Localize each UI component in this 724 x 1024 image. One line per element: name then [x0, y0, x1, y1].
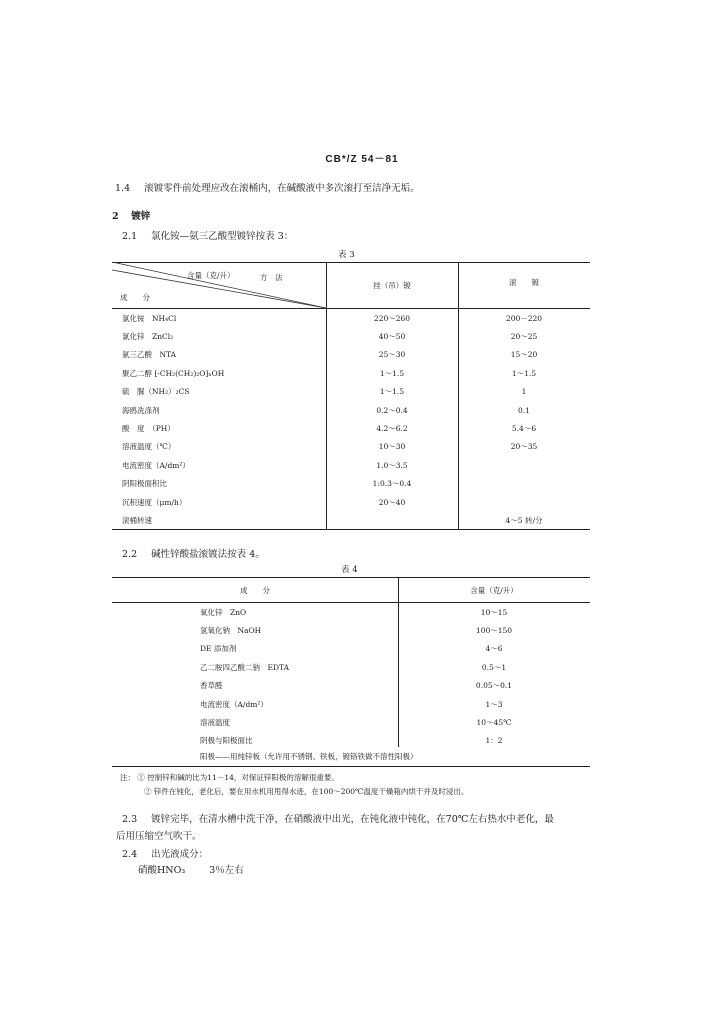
section-number: 2 [112, 211, 119, 222]
table3-cell-component: 沉积速度（μm/h） [122, 497, 187, 507]
table3-row [112, 456, 590, 474]
table4-cell-value: 0.5～1 [481, 662, 507, 672]
table4-cell-value: 1：2 [485, 736, 503, 746]
table3-col-barrel: 滚 镀 [509, 278, 539, 287]
table3-cell-component: 海鸥洗涤剂 [122, 405, 160, 415]
table3-cell-hang: 1.0～3.5 [376, 460, 408, 470]
table4-cell-value: 1～3 [485, 699, 503, 709]
section-text: 碱性锌酸盐滚镀法按表 4。 [151, 549, 265, 560]
table3-row [112, 309, 590, 327]
table3-row [112, 346, 590, 364]
table3-cell-barrel [458, 456, 590, 474]
table3-cell-barrel [458, 493, 590, 511]
table3-cell-barrel [458, 475, 590, 493]
table3-cell-barrel: 20～35 [510, 442, 538, 452]
table4-cell-value: 4～6 [485, 644, 503, 654]
table3-row [112, 364, 590, 382]
section-text: 氯化铵—氨三乙酸型镀锌按表 3： [151, 231, 294, 242]
table4-cell-component: DE 添加剂 [200, 644, 237, 654]
section-number: 2.2 [122, 549, 138, 560]
table4-head-component: 成 分 [240, 586, 270, 595]
table3-cell-hang: 4.2～6.2 [376, 424, 408, 434]
table3-cell-barrel: 4～5 转/分 [505, 515, 543, 525]
section-2-3 [122, 813, 554, 827]
table3-row [112, 419, 590, 437]
section-number: 2.3 [122, 814, 138, 825]
table4-row [112, 713, 590, 731]
table3-cell-component: 酸 度 （PH） [122, 424, 175, 434]
table4-cell-value: 100～150 [475, 626, 513, 636]
section-2-3-continued: 后用压缩空气吹干。 [116, 831, 202, 842]
table3-cell-barrel: 1 [521, 387, 527, 397]
table4-row [112, 603, 590, 621]
table3-cell-hang: 0.2～0.4 [376, 405, 408, 415]
nitric-acid-line [138, 864, 244, 878]
notes [120, 772, 339, 784]
table3-cell-component: 阴阳极面积比 [122, 479, 167, 489]
table3-cell-hang: 20～40 [378, 497, 406, 507]
table3-cell-barrel: 15～20 [510, 350, 538, 360]
table4-head-content: 含量（克/升） [470, 586, 518, 595]
table3-cell-hang: 40～50 [378, 332, 406, 342]
table4-body [112, 603, 590, 750]
table3-cell-hang [326, 511, 458, 529]
table3-row [112, 511, 590, 529]
section-2-2 [122, 548, 265, 562]
table3-cell-component: 滚桶转速 [122, 515, 152, 525]
table4-cell-component: 乙二胺四乙酸二钠 EDTA [200, 662, 289, 672]
table3-head-method: 方 法 [260, 273, 283, 282]
page-header: CB*/Z 54－81 [325, 154, 399, 165]
table3-cell-component: 硫 脲（NH₂）₂CS [122, 387, 190, 397]
section-number: 2.1 [122, 231, 138, 242]
table3-row [112, 383, 590, 401]
table3-caption: 表 3 [338, 250, 355, 260]
table3-cell-hang: 10～30 [378, 442, 406, 452]
table4-cell-component: 阴极与阳极面比 [200, 736, 253, 746]
nitric-value: 3％左右 [209, 865, 244, 876]
table3-cell-component: 电流密度（A/dm²） [122, 460, 190, 470]
section-number: 1.4 [115, 183, 131, 194]
table4-cell-component: 电流密度（A/dm²） [200, 699, 268, 709]
table4-caption: 表 4 [341, 565, 358, 575]
table3-head-content: 含量（克/升） [187, 271, 235, 280]
table3-col-hang: 挂（吊）镀 [373, 281, 411, 290]
table3-row [112, 493, 590, 511]
note-1: ① 控制锌和碱的比为11－14，对保证锌阳极的溶解很重要。 [137, 773, 339, 782]
table4-row [112, 732, 590, 750]
notes-label: 注： [120, 773, 135, 782]
section-text: 滚镀零件前处理应改在滚桶内，在碱酸液中多次滚打至洁净无垢。 [144, 183, 420, 194]
table3-cell-barrel: 20～25 [510, 332, 538, 342]
section-text: 出光液成分： [151, 849, 209, 860]
section-1-4 [115, 182, 420, 196]
table4-top-rule [112, 577, 590, 578]
note-2: ② 锌件在钝化，老化后，要在用水机用甩得水迹，在100～200℃温度干燥箱内烘干并及时浸出。 [144, 787, 469, 796]
table4-cell-value: 0.05～0.1 [475, 681, 513, 691]
section-2 [112, 210, 150, 224]
section-title: 镀锌 [131, 211, 151, 222]
table4-row [112, 640, 590, 658]
table3-row [112, 401, 590, 419]
table3-cell-component: 聚乙二醇 [-CH₂(CH₂)₂O]ₙOH [122, 368, 225, 378]
table3-cell-hang: 1:0.3～0.4 [372, 479, 412, 489]
table4-row [112, 658, 590, 676]
table3-cell-hang: 1～1.5 [379, 368, 405, 378]
section-2-1 [122, 230, 293, 244]
table4-bottom-rule [112, 766, 590, 767]
table3-row [112, 327, 590, 345]
section-text: 镀锌完毕，在清水槽中洗干净，在硝酸液中出光，在钝化液中钝化，在70℃左右热水中老化，最 [151, 814, 554, 825]
table4-cell-value: 10～15 [480, 607, 508, 617]
table4-cell-component: 氢氧化钠 NaOH [200, 626, 262, 636]
table4-cell-component: 溶液温度 [200, 718, 230, 728]
table3-cell-barrel: 5.4～6 [511, 424, 537, 434]
table3-cell-barrel: 1～1.5 [511, 368, 537, 378]
table3-cell-component: 氯化锌 ZnCl₂ [122, 332, 174, 342]
table4-row [112, 621, 590, 639]
table3-cell-barrel: 200－220 [505, 313, 543, 323]
table3-cell-component: 氯化铵 NH₄Cl [122, 313, 177, 323]
table3-body [112, 309, 590, 530]
nitric-name: 硝酸HNO₃ [138, 865, 186, 876]
table4-row [112, 677, 590, 695]
table3-cell-component: 氨三乙酸 NTA [122, 350, 177, 360]
table3-cell-hang: 220～260 [373, 313, 411, 323]
table3-row [112, 475, 590, 493]
table4-cell-component: 香草醛 [200, 681, 223, 691]
table3-head-component: 成 分 [120, 293, 150, 302]
table3-cell-hang: 25～30 [378, 350, 406, 360]
table3-row [112, 438, 590, 456]
table4-cell-value: 10～45℃ [476, 718, 512, 728]
section-number: 2.4 [122, 849, 138, 860]
table3-cell-barrel: 0.1 [518, 405, 530, 415]
table4-cell-component: 氧化锌 ZnO [200, 607, 247, 617]
table3-cell-component: 溶液温度（℃） [122, 442, 176, 452]
table3-cell-hang: 1～1.5 [379, 387, 405, 397]
table4-anode-row: 阳极——用纯锌板（允许用不锈钢、铁板，镀铬铁做不溶性阳极） [200, 752, 418, 761]
table4-row [112, 695, 590, 713]
section-2-4 [122, 848, 208, 862]
